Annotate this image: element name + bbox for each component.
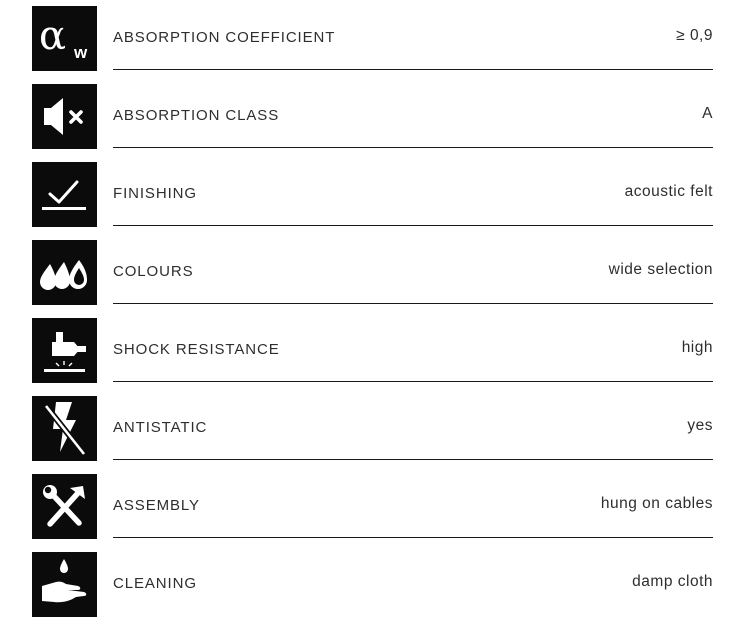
spec-value: hung on cables [600,495,713,512]
divider [113,459,713,460]
spec-label: ASSEMBLY [113,497,200,514]
tools-icon [32,474,97,539]
divider [113,225,713,226]
svg-text:α: α [39,13,67,59]
hand-water-drop-icon [32,552,97,617]
spec-row-absorption-class [32,82,713,160]
divider [113,69,713,70]
spec-value: ≥ 0,9 [676,27,713,44]
divider [113,303,713,304]
spec-row-antistatic [32,394,713,472]
spec-value: acoustic felt [624,183,713,200]
spec-label: ANTISTATIC [113,419,208,436]
spec-label: CLEANING [113,575,197,592]
spec-row-colours [32,238,713,316]
spec-label: FINISHING [113,185,197,202]
spec-row-cleaning [32,550,713,628]
paint-drops-icon [32,240,97,305]
spec-row-finishing [32,160,713,238]
spec-row-absorption-coefficient [32,4,713,82]
antistatic-icon [32,396,97,461]
spec-value: high [681,339,713,356]
spec-row-assembly [32,472,713,550]
divider [113,381,713,382]
absorption-coefficient-icon [32,6,97,71]
spec-label: SHOCK RESISTANCE [113,341,280,358]
spec-label: ABSORPTION CLASS [113,107,280,124]
check-surface-icon [32,162,97,227]
spec-label: ABSORPTION COEFFICIENT [113,29,336,46]
spec-row-shock-resistance [32,316,713,394]
hammer-impact-icon [32,318,97,383]
spec-value: damp cloth [632,573,713,590]
divider [113,537,713,538]
divider [113,147,713,148]
specifications-list [32,4,713,628]
spec-value: A [702,105,713,122]
speaker-mute-icon [32,84,97,149]
spec-value: yes [687,417,713,434]
spec-value: wide selection [608,261,713,278]
spec-label: COLOURS [113,263,194,280]
svg-text:w: w [74,43,88,62]
